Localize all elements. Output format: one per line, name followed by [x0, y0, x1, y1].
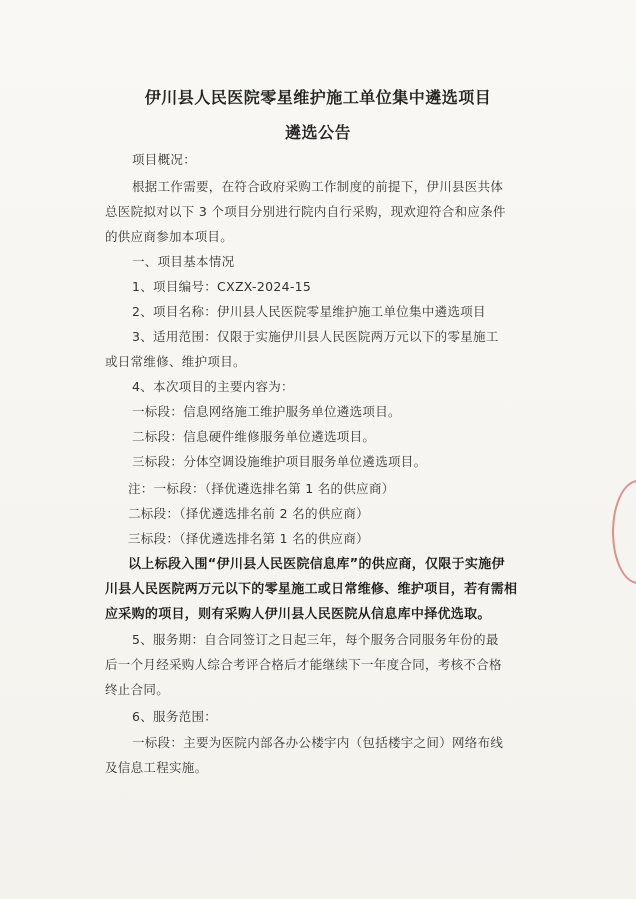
lot-3: 三标段：分体空调设施维护项目服务单位遴选项目。: [132, 454, 427, 469]
bold-paragraph-line: 以上标段入围“伊川县人民医院信息库”的供应商，仅限于实施伊: [128, 557, 505, 572]
service-scope-heading: 6、服务范围：: [132, 709, 218, 724]
note-lot-2: 二标段：（择优遴选排名前 2 名的供应商）: [128, 506, 369, 521]
paragraph-line: 总医院拟对以下 3 个项目分别进行院内自行采购，现欢迎符合和应条件: [105, 204, 506, 219]
section-heading: 一、项目基本情况: [132, 254, 235, 269]
document-subtitle: 遴选公告: [284, 123, 351, 142]
document-title: 伊川县人民医院零星维护施工单位集中遴选项目: [144, 88, 492, 107]
service-period: 后一个月经采购人综合考评合格后才能继续下一年度合同，考核不合格: [105, 657, 502, 672]
note-lot-1: 注：一标段：（择优遴选排名第 1 名的供应商）: [128, 481, 395, 496]
service-period: 5、服务期：自合同签订之日起三年，每个服务合同服务年份的最: [132, 632, 499, 647]
scope-line: 3、适用范围：仅限于实施伊川县人民医院两万元以下的零星施工: [132, 329, 499, 344]
lot-1: 一标段：信息网络施工维护服务单位遴选项目。: [132, 404, 401, 419]
project-name: 2、项目名称：伊川县人民医院零星维护施工单位集中遴选项目: [132, 304, 486, 319]
service-scope-line: 一标段：主要为医院内部各办公楼宇内（包括楼宇之间）网络布线: [132, 735, 504, 750]
overview-heading: 项目概况：: [132, 152, 197, 167]
bold-paragraph-line: 应采购的项目，则有采购人伊川县人民医院从信息库中择优选取。: [105, 607, 491, 622]
paragraph-line: 的供应商参加本项目。: [105, 229, 234, 244]
paragraph-line: 根据工作需要，在符合政府采购工作制度的前提下，伊川县医共体: [132, 179, 504, 194]
bold-paragraph-line: 川县人民医院两万元以下的零星施工或日常维修、维护项目，若有需相: [105, 582, 518, 597]
red-seal-stamp: [612, 480, 636, 584]
service-period: 终止合同。: [105, 682, 170, 697]
content-heading: 4、本次项目的主要内容为：: [132, 379, 294, 394]
note-lot-3: 三标段：（择优遴选排名第 1 名的供应商）: [128, 531, 369, 546]
service-scope-line: 及信息工程实施。: [105, 760, 208, 775]
scope-line: 或日常维修、维护项目。: [105, 354, 246, 369]
project-number: 1、项目编号：CXZX-2024-15: [132, 279, 312, 294]
lot-2: 二标段：信息硬件维修服务单位遴选项目。: [132, 429, 376, 444]
